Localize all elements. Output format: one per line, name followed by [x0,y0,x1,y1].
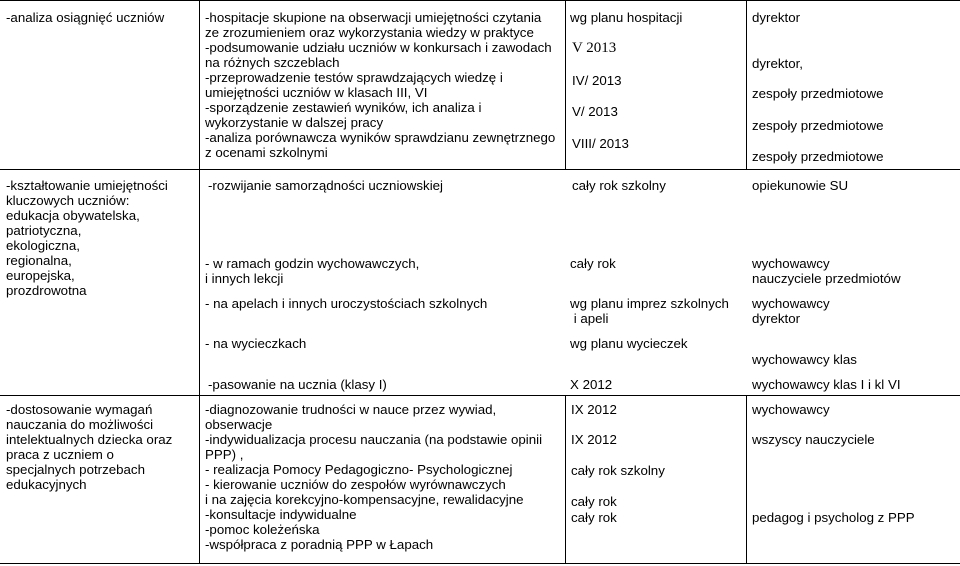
row2-term: wg planu imprez szkolnych [570,296,729,311]
task-line: i na zajęcia korekcyjno-kompensacyjne, rewalidacyjne [205,492,524,507]
column-divider-3 [746,0,747,170]
column-divider-2 [565,0,566,170]
row1-responsible: zespoły przedmiotowe [752,118,884,133]
row2-responsible: opiekunowie SU [752,178,849,193]
row1-goal: -analiza osiągnięć uczniów [6,10,165,25]
task-line: -konsultacje indywidualne [205,507,357,522]
row2-activity: - na apelach i innych uroczystościach szkolnych [205,296,488,311]
task-line: - kierowanie uczniów do zespołów wyrównawczych [205,477,506,492]
row2-responsible: nauczyciele przedmiotów [752,271,901,286]
task-line: -analiza porównawcza wyników sprawdzianu zewnętrznego [205,130,556,145]
row2-activity: - w ramach godzin wychowawczych, [205,256,420,271]
goal-line: edukacja obywatelska, [6,208,140,223]
row2-responsible: wychowawcy [752,256,830,271]
goal-line: praca z uczniem o [6,447,114,462]
row1-responsible: dyrektor, [752,56,803,71]
row1-term: V/ 2013 [572,104,618,119]
task-line: obserwacje [205,417,273,432]
goal-line: prozdrowotna [6,283,87,298]
row1-term: VIII/ 2013 [572,136,629,151]
goal-line: -kształtowanie umiejętności [6,178,168,193]
row1-term: IV/ 2013 [572,73,622,88]
task-line: -podsumowanie udziału uczniów w konkursach i zawodach [205,40,552,55]
row1-responsible: zespoły przedmiotowe [752,149,884,164]
row2-term: cały rok szkolny [572,178,666,193]
row3-term: cały rok szkolny [571,463,665,478]
goal-line: ekologiczna, [6,238,80,253]
row3-goal [6,402,172,492]
row1-responsible: zespoły przedmiotowe [752,86,884,101]
row1-tasks [205,10,555,160]
goal-line: europejska, [6,268,75,283]
task-line: - realizacja Pomocy Pedagogiczno- Psychologicznej [205,462,513,477]
goal-line: regionalna, [6,253,72,268]
row3-term: cały rok [571,510,617,525]
task-line: na różnych szczeblach [205,55,340,70]
row2-activity: i innych lekcji [205,271,284,286]
row2-activity: -rozwijanie samorządności uczniowskiej [208,178,444,193]
row2-term: X 2012 [570,377,613,392]
table-border-top [0,0,960,1]
row2-activity: - na wycieczkach [205,336,307,351]
task-line: -indywidualizacja procesu nauczania (na podstawie opinii [205,432,543,447]
row2-responsible: wychowawcy klas I i kl VI [752,377,901,392]
row3-tasks [205,402,542,552]
task-line: -hospitacje skupione na obserwacji umiejętności czytania [205,10,542,25]
row2-term: wg planu wycieczek [570,336,688,351]
task-line: z ocenami szkolnymi [205,145,328,160]
row2-goal [6,178,168,298]
task-line: wykorzystanie w dalszej pracy [205,115,384,130]
table-border-bottom [0,563,960,564]
task-line: -współpraca z poradnią PPP w Łapach [205,537,434,552]
row3-responsible: wychowawcy [752,402,830,417]
task-line: umiejętności uczniów w klasach III, VI [205,85,428,100]
row1-responsible: dyrektor [752,10,801,25]
row3-responsible: wszyscy nauczyciele [752,432,875,447]
row2-responsible: wychowawcy klas [752,352,857,367]
column-divider-5 [746,395,747,564]
row3-term: IX 2012 [571,432,617,447]
row2-term: cały rok [570,256,616,271]
goal-line: specjalnych potrzebach [6,462,145,477]
task-line: ze zrozumieniem oraz wykorzystania wiedzy w praktyce [205,25,534,40]
goal-line: kluczowych uczniów: [6,193,130,208]
row-divider-2 [0,395,960,396]
row3-responsible: pedagog i psycholog z PPP [752,510,915,525]
task-line: -sporządzenie zestawień wyników, ich analiza i [205,100,482,115]
row2-responsible: dyrektor [752,311,801,326]
row2-responsible: wychowawcy [752,296,830,311]
goal-line: patriotyczna, [6,223,82,238]
row1-term: wg planu hospitacji [570,10,683,25]
task-line: -pomoc koleżeńska [205,522,320,537]
column-divider-1 [199,0,200,564]
row-divider-1 [0,169,960,170]
task-line: -przeprowadzenie testów sprawdzających wiedzę i [205,70,503,85]
row3-term: IX 2012 [571,402,617,417]
task-line: -diagnozowanie trudności w nauce przez wywiad, [205,402,497,417]
goal-line: -dostosowanie wymagań [6,402,153,417]
row1-term: V 2013 [572,40,617,56]
row3-term: cały rok [571,494,617,509]
row2-term: i apeli [570,311,609,326]
goal-line: edukacyjnych [6,477,87,492]
goal-line: nauczania do możliwości [6,417,154,432]
goal-line: intelektualnych dziecka oraz [6,432,173,447]
row2-activity: -pasowanie na ucznia (klasy I) [208,377,387,392]
column-divider-4 [565,395,566,564]
task-line: PPP) , [205,447,244,462]
